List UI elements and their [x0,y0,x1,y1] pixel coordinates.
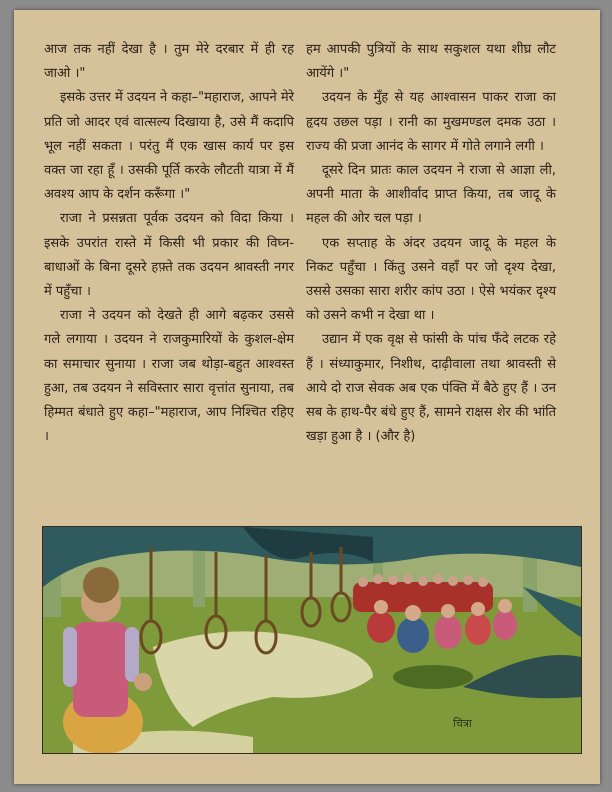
paragraph: राजा ने उदयन को देखते ही आगे बढ़कर उससे गले लगाया । उदयन ने राजकुमारियों के कुशल-क्षेम का समाचार सुनाया । राजा जब थोड़ा-बहुत आश्वस्त हुआ, तब उदयन ने सविस्तार सारा वृत्तांत सुनाया, तब हिम्मत बंधाते हुए कहा–"महाराज, आप निश्चित रहिए । [44,308,294,445]
paragraph: राजा ने प्रसन्नता पूर्वक उदयन को विदा किया । इसके उपरांत रास्ते में किसी भी प्रकार की विघ्न-बाधाओं के बिना दूसरे हफ़्ते तक उदयन श्रावस्ती नगर में पहुँचा । [44,211,294,300]
left-text-column [44,38,294,449]
bush [393,665,473,689]
right-text-column [306,38,556,449]
paragraph: उद्यान में एक वृक्ष से फांसी के पांच फँदे लटक रहे हैं । संध्याकुमार, निशीथ, दाढ़ीवाला तथा श्रावस्ती से आये दो राज सेवक अब एक पंक्ति में बैठे हुए हैं । उन सब के हाथ-पैर बंधे हुए हैं, सामने राक्षस शेर की भांति खड़ा हुआ है । (और है) [306,332,556,445]
comic-page [14,10,600,784]
paragraph: इसके उत्तर में उदयन ने कहा–"महाराज, आपने मेरे प्रति जो आदर एवं वात्सल्य दिखाया है, उसे मैं कदापि भूल नहीं सकता । परंतु मैं एक खास कार्य पर इस वक्त जा रहा हूँ । उसकी पूर्ति करके लौटती यात्रा में मैं अवश्य आप के दर्शन करूँगा ।" [44,90,294,203]
paragraph: दूसरे दिन प्रातः काल उदयन ने राजा से आज्ञा ली, अपनी माता के आशीर्वाद प्राप्त किया, तब जादू के महल की ओर चल पड़ा । [306,163,556,227]
paragraph: उदयन के मुँह से यह आश्वासन पाकर राजा का हृदय उछल पड़ा । रानी का मुखमण्डल दमक उठा । राज्य की प्रजा आनंद के सागर में गोते लगाने लगी । [306,90,556,154]
paragraph: एक सप्ताह के अंदर उदयन जादू के महल के निकट पहुँचा । किंतु उसने वहाँ पर जो दृश्य देखा, उससे उसका सारा शरीर कांप उठा । ऐसे भयंकर दृश्य को उसने कभी न देखा था । [306,235,556,324]
story-illustration [42,526,582,754]
artist-signature: चित्रा [453,717,472,730]
paragraph: आज तक नहीं देखा है । तुम मेरे दरबार में ही रह जाओ ।" [44,42,294,82]
paragraph: हम आपकी पुत्रियों के साथ सकुशल यथा शीघ्र लौट आयेंगे ।" [306,42,556,82]
